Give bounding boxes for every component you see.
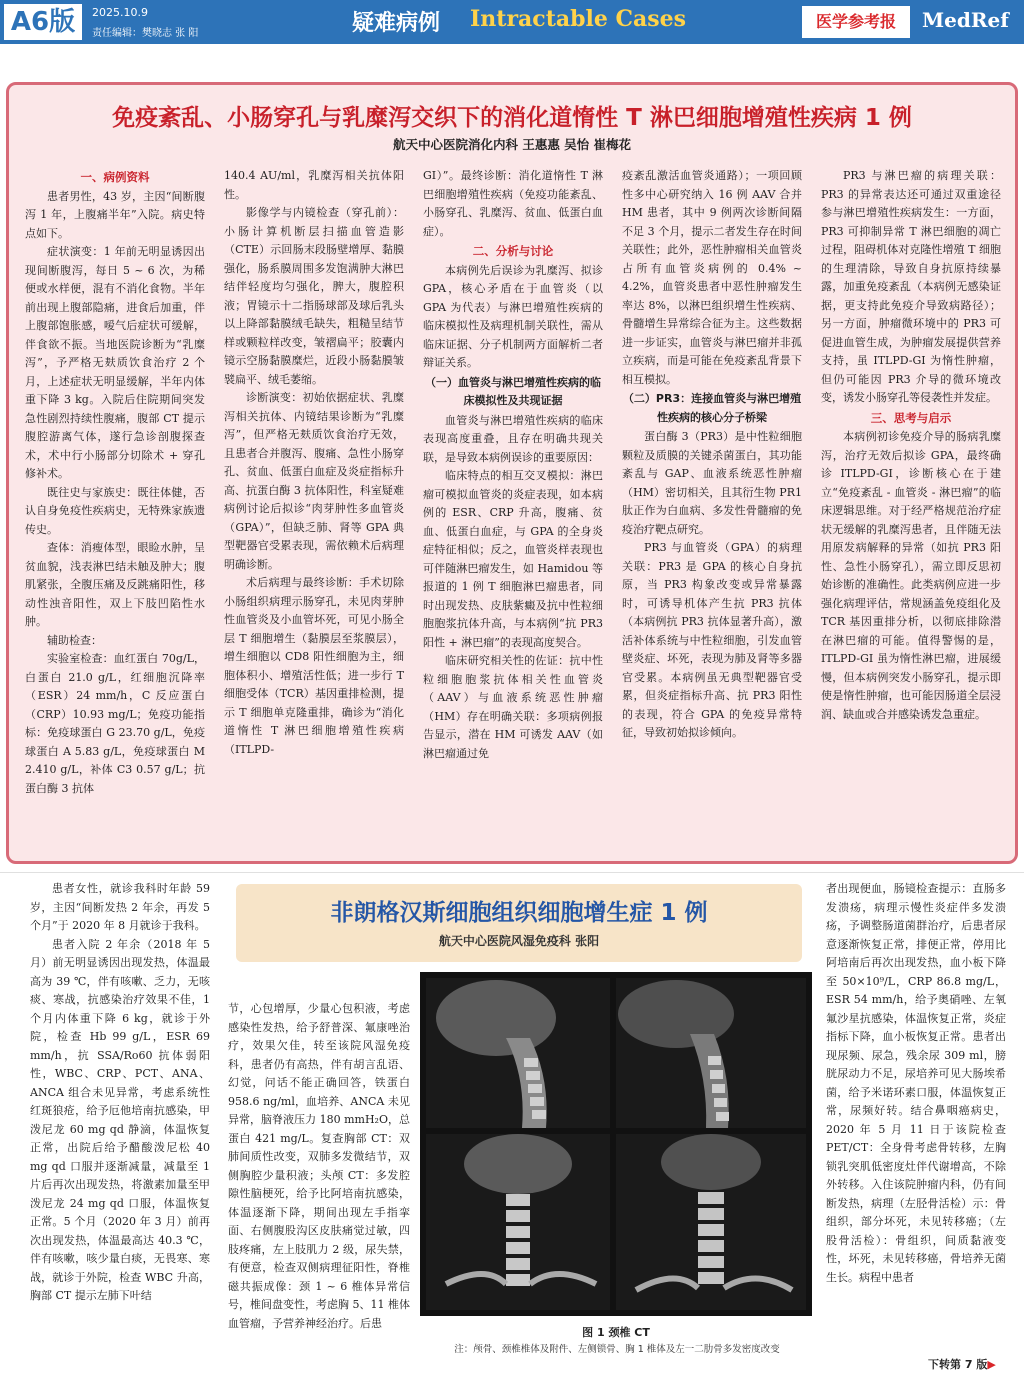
article-1-column-5 [821, 167, 1001, 857]
paragraph: 临床特点的相互交叉模拟：淋巴瘤可模拟血管炎的炎症表现，如本病例的 ESR、CRP 升高，腹痛、贫血、低蛋白血症，与 GPA 的全身炎症特征相似；反之，血管炎样表现也可伴随淋巴瘤发生，如 Hamidou 等报道的 1 例 T 细胞淋巴瘤患者，同时出现发热、皮肤紫癜及抗中性粒细胞胞浆抗体升高，与本病例“抗 PR3 阳性 + 淋巴瘤”的表现高度契合。 [423, 469, 603, 649]
ct-image-sagittal-2 [616, 978, 806, 1128]
section-title-cn: 疑难病例 [352, 11, 441, 36]
article-1-column-1 [25, 167, 205, 857]
figure-note: 注：颅骨、颈椎椎体及附件、左侧锁骨、胸 1 椎体及左一二肋骨多发密度改变 [454, 1344, 780, 1355]
article-2-title-banner [236, 884, 802, 962]
paragraph: 查体：消瘦体型，眼睑水肿，呈贫血貌，浅表淋巴结未触及肿大；腹肌紧张，全腹压痛及反跳痛阳性，移动性浊音阳性，双上下肢凹陷性水肿。 [25, 541, 205, 628]
section-heading: 一、病例资料 [80, 170, 150, 184]
paragraph: PR3 与淋巴瘤的病理关联：PR3 的异常表达还可通过双重途径参与淋巴增殖性疾病发生：一方面，PR3 可抑制异常 T 淋巴细胞的凋亡过程，阻碍机体对克隆性增殖 T 细胞的生理清除，导致自身抗原持续暴露，加重免疫紊乱（本病例无感染证据，更支持此免疫介导致病路径）；另一方面，肿瘤微环境中的 PR3 可促进血管生成，为肿瘤发展提供营养支持，虽 ITLPD-GI 为惰性肿瘤，但仍可能因 PR3 介导的微环境改变，诱发小肠穿孔等侵袭性并发症。 [821, 169, 1001, 404]
subsection-heading: （一）血管炎与淋巴增殖性疾病的临床模拟性及共现证据 [425, 375, 601, 407]
paragraph: PR3 与血管炎（GPA）的病理关联：PR3 是 GPA 的核心自身抗原，当 PR3 构象改变或异常暴露时，可诱导机体产生抗 PR3 抗体（本病例抗 PR3 抗体显著升高），激活补体系统与中性粒细胞，引发血管壁炎症、坏死，表现为肺及肾等多器官受累。本病例虽无典型靶器官受累，但炎症指标升高、抗 PR3 阳性的表现，符合 GPA 的免疫异常特征，导致初始拟诊倾向。 [622, 541, 802, 739]
article-2-column-3 [826, 880, 1006, 1380]
section-heading: 三、思考与启示 [870, 410, 952, 425]
ct-figure [420, 972, 812, 1316]
ct-image-coronal-1 [426, 1134, 610, 1310]
subsection-heading: （二）PR3：连接血管炎与淋巴增殖性疾病的核心分子桥梁 [622, 392, 802, 424]
paragraph: 影像学与内镜检查（穿孔前）：小肠计算机断层扫描血管造影（CTE）示回肠末段肠壁增厚、黏膜强化，肠系膜周围多发饱满肿大淋巴结伴轻度均匀强化，脾大，腹腔积液；胃镜示十二指肠球部及球后乳头以上降部黏膜绒毛缺失，粗糙呈结节样或颗粒样改变，皱褶扁平；胶囊内镜示空肠黏膜糜烂，近段小肠黏膜皱襞扁平、绒毛萎缩。 [224, 206, 404, 386]
paragraph: 患者男性，43 岁，主因“间断腹泻 1 年，上腹痛半年”入院。病史特点如下。 [25, 189, 205, 240]
paragraph: 疫紊乱激活血管炎通路）；一项回顾性多中心研究纳入 16 例 AAV 合并 HM 患者，其中 9 例两次诊断间隔不足 3 个月，提示二者发生存在时间关联性；此外，恶性肿瘤相关血管炎占所有血管炎病例的 0.4% ~ 4.2%，血管炎患者中恶性肿瘤发生率达 8%，以淋巴组织增生性疾病、骨髓增生异常综合征为主。这些数据进一步证实，血管炎与淋巴瘤并非孤立疾病，而是可能在免疫紊乱背景下相互模拟。 [622, 169, 802, 386]
article-2-authors: 航天中心医院风湿免疫科 张阳 [438, 934, 600, 948]
paragraph: 患者入院 2 年余（2018 年 5 月）前无明显诱因出现发热，体温最高为 39 ℃，伴有咳嗽、乏力，无咳痰、寒战，抗感染治疗效果不佳，1 个月内体重下降 6 kg，就诊于外院，检查 Hb 99 g/L，ESR 69 mm/h，抗 SSA/Ro60 抗体弱阳性，WBC、CRP、PCT、ANA、ANCA 组合未见异常，考虑系统性红斑狼疮，给予厄他培南抗感染，甲泼尼龙 60 mg qd 静滴，体温恢复正常，出院后给予醋酸泼尼松 40 mg qd 口服并逐渐减量，减量至 1 片后再次出现发热，将激素加量至甲泼尼龙 24 mg qd 口服，体温恢复正常。5 个月（2020 年 3 月）前再次出现发热，体温最高达 40.3 ℃，伴有咳嗽，咳少量白痰，无畏寒、寒战，就诊于外院，检查 WBC 升高，胸部 CT 提示左肺下叶结 [30, 937, 210, 1302]
paragraph: 本病例先后误诊为乳糜泻、拟诊 GPA，核心矛盾在于血管炎（以 GPA 为代表）与淋巴增殖性疾病的临床模拟性及病理机制关联性，需从临床证据、分子机制两方面解析二者辩证关系。 [423, 263, 603, 369]
article-2-column-2 [228, 1000, 410, 1375]
paragraph: 者出现便血，肠镜检查提示：直肠多发溃疡，病理示慢性炎症伴多发溃疡，予调整肠道菌群治疗，后患者尿意逐渐恢复正常，排便正常，停用比阿培南后再次出现发热，血小板下降至 50×10⁹/L，CRP 86.8 mg/L，ESR 54 mm/h，给予奥硝唑、左氧氟沙星抗感染，体温恢复正常，炎症指标下降，血小板恢复正常。患者出现尿频、尿急，残余尿 309 ml，膀胱尿动力不足，尿培养可见大肠埃希菌，给予米诺环素口服，体温恢复正常，尿频好转。结合鼻咽癌病史，2020 年 5 月 11 日于该院检查 PET/CT：全身骨考虑骨转移，左胸锁乳突肌低密度灶伴代谢增高，不除外转移。入住该院肿瘤内科，仍有间断发热，病理（左胫骨活检）示：骨组织，部分坏死，未见转移癌；（左股骨活检）：骨组织，间质黏液变性，坏死，未见转移癌，骨培养无菌生长。病程中患者 [826, 882, 1006, 1284]
article-1-column-3 [423, 167, 603, 857]
paragraph: 临床研究相关性的佐证：抗中性粒细胞胞浆抗体相关性血管炎（AAV）与血液系统恶性肿瘤（HM）存在明确关联：多项病例报告显示，潜在 HM 可诱发 AAV（如淋巴瘤通过免 [423, 654, 603, 760]
editor-credit: 责任编辑：樊晓志 张 阳 [92, 28, 199, 39]
section-heading: 二、分析与讨论 [472, 244, 554, 258]
paragraph: 血管炎与淋巴增殖性疾病的临床表现高度重叠，且存在明确共现关联，是导致本病例误诊的重要原因： [423, 413, 603, 464]
paragraph: 蛋白酶 3（PR3）是中性粒细胞颗粒及质膜的关键杀菌蛋白，其功能紊乱与 GAP、血液系统恶性肿瘤（HM）密切相关，且其衍生物 PR1 肽正作为白血病、多发性骨髓瘤的免疫治疗靶点研究。 [622, 430, 802, 536]
paragraph: 本病例初诊免疫介导的肠病乳糜泻，治疗无效后拟诊 GPA，最终确诊 ITLPD-GI，诊断核心在于建立“免疫紊乱 - 血管炎 - 淋巴瘤”的临床逻辑思维。对于经严格规范治疗症状无缓解的乳糜泻患者，且伴随无法用原发病解释的异常（如抗 PR3 阳性、急性小肠穿孔），需立即反思初始诊断的准确性。此类病例应进一步强化病理评估，常规涵盖免疫组化及 TCR 基因重排分析，以彻底排除潜在淋巴瘤的可能。值得警惕的是，ITLPD-GI 虽为惰性淋巴瘤，进展缓慢，但本病例突发小肠穿孔，提示即使是惰性肿瘤，也可能因肠道全层浸润、缺血或合并感染诱发急重症。 [821, 430, 1001, 721]
page-header [0, 0, 1024, 44]
article-2-title: 非朗格汉斯细胞组织细胞增生症 1 例 [330, 900, 708, 926]
ct-image-sagittal-1 [426, 978, 610, 1128]
article-1-column-4 [622, 167, 802, 857]
paragraph: 实验室检查：血红蛋白 70g/L，白蛋白 21.0 g/L，红细胞沉降率（ESR）24 mm/h，C 反应蛋白（CRP）10.93 mg/L；免疫功能指标：免疫球蛋白 G 23.70 g/L，免疫球蛋白 A 5.83 g/L，免疫球蛋白 M 2.410 g/L，补体 C3 0.57 g/L；抗蛋白酶 3 抗体 [25, 652, 205, 795]
edition-label: A6版 [4, 4, 82, 40]
paragraph: 140.4 AU/ml，乳糜泻相关抗体阳性。 [224, 169, 404, 201]
article-1-column-2 [224, 167, 404, 857]
continued-label: 下转第 7 版 [928, 1358, 988, 1371]
figure-caption: 图 1 颈椎 CT [582, 1326, 650, 1339]
issue-date: 2025.10.9 [92, 6, 148, 19]
article-1-authors: 航天中心医院消化内科 王惠惠 吴怡 崔梅花 [392, 137, 632, 152]
triangle-right-icon: ▶ [987, 1358, 996, 1371]
paper-logo-en: MedRef [922, 8, 1009, 32]
paragraph: 节，心包增厚，少量心包积液，考虑感染性发热，给予舒普深、氟康唑治疗，效果欠佳，转至该院风湿免疫科，患者仍有高热，伴有胡言乱语、幻觉，问话不能正确回答，铁蛋白 958.6 ng/ml，血培养、ANCA 未见异常，脑脊液压力 180 mmH₂O，总蛋白 421 mg/L。复查胸部 CT：双肺间质性改变，双肺多发微结节，双侧胸腔少量积液；头颅 CT：多发腔隙性脑梗死，给予比阿培南抗感染，体温逐渐下降，期间出现左手指挛面、右侧腹股沟区皮肤痛觉过敏，四肢疼痛，左上肢肌力 2 级，尿失禁，有便意，检查双侧病理征阳性，脊椎磁共振成像：颈 1 ~ 6 椎体异常信号，椎间盘变性，考虑胸 5、11 椎体血管瘤，予营养神经治疗。后患 [228, 1002, 410, 1330]
article-1-title: 免疫紊乱、小肠穿孔与乳糜泻交织下的消化道惰性 T 淋巴细胞增殖性疾病 1 例 [112, 105, 912, 131]
ct-image-coronal-2 [616, 1134, 806, 1310]
paragraph: 诊断演变：初始依据症状、乳糜泻相关抗体、内镜结果诊断为“乳糜泻”，但严格无麸质饮食治疗无效，且患者合并腹泻、腹痛、急性小肠穿孔、贫血、低蛋白血症及炎症指标升高、抗蛋白酶 3 抗体阳性，科室疑难病例讨论后拟诊“肉芽肿性多血管炎（GPA）”，但缺乏肺、肾等 GPA 典型靶器官受累表现，需依赖术后病理明确诊断。 [224, 391, 404, 571]
paper-logo-cn: 医学参考报 [802, 6, 910, 38]
paragraph: 辅助检查： [47, 633, 102, 647]
paragraph: 术后病理与最终诊断：手术切除小肠组织病理示肠穿孔，未见肉芽肿性血管炎及小血管坏死，可见小肠全层 T 细胞增生（黏膜层至浆膜层），增生细胞以 CD8 阳性细胞为主，细胞体积小、增殖活性低；进一步行 T 细胞受体（TCR）基因重排检测，提示 T 细胞单克隆重排，确诊为“消化道惰性 T 淋巴细胞增殖性疾病（ITLPD- [224, 576, 404, 756]
continued-note [928, 1356, 996, 1372]
paragraph: 既往史与家族史：既往体健，否认自身免疫性疾病史，无特殊家族遗传史。 [25, 485, 205, 536]
article-2-column-1 [30, 880, 210, 1380]
article-1-box [6, 82, 1018, 864]
paragraph: 患者女性，就诊我科时年龄 59 岁，主因“间断发热 2 年余，再发 5 个月”于 2020 年 8 月就诊于我科。 [30, 882, 210, 932]
section-divider [0, 872, 1024, 873]
paragraph: GI）”。最终诊断：消化道惰性 T 淋巴细胞增殖性疾病（免疫功能紊乱、小肠穿孔、乳糜泻、贫血、低蛋白血症）。 [423, 169, 603, 238]
paragraph: 症状演变：1 年前无明显诱因出现间断腹泻，每日 5 ~ 6 次，为稀便或水样便，混有不消化食物。半年前出现上腹部隐痛，进食后加重，伴上腹部饱胀感，嗳气后症状可缓解，伴食欲不振。当地医院诊断为“乳糜泻”，予严格无麸质饮食治疗 2 个月，上述症状无明显缓解，半年内体重下降 3 kg。入院后住院期间突发急性剧烈持续性腹痛，腹部 CT 提示腹腔游离气体，遂行急诊剖腹探查术，术中行小肠部分切除术 + 穿孔修补术。 [25, 245, 205, 480]
section-title-en: Intractable Cases [470, 6, 687, 32]
